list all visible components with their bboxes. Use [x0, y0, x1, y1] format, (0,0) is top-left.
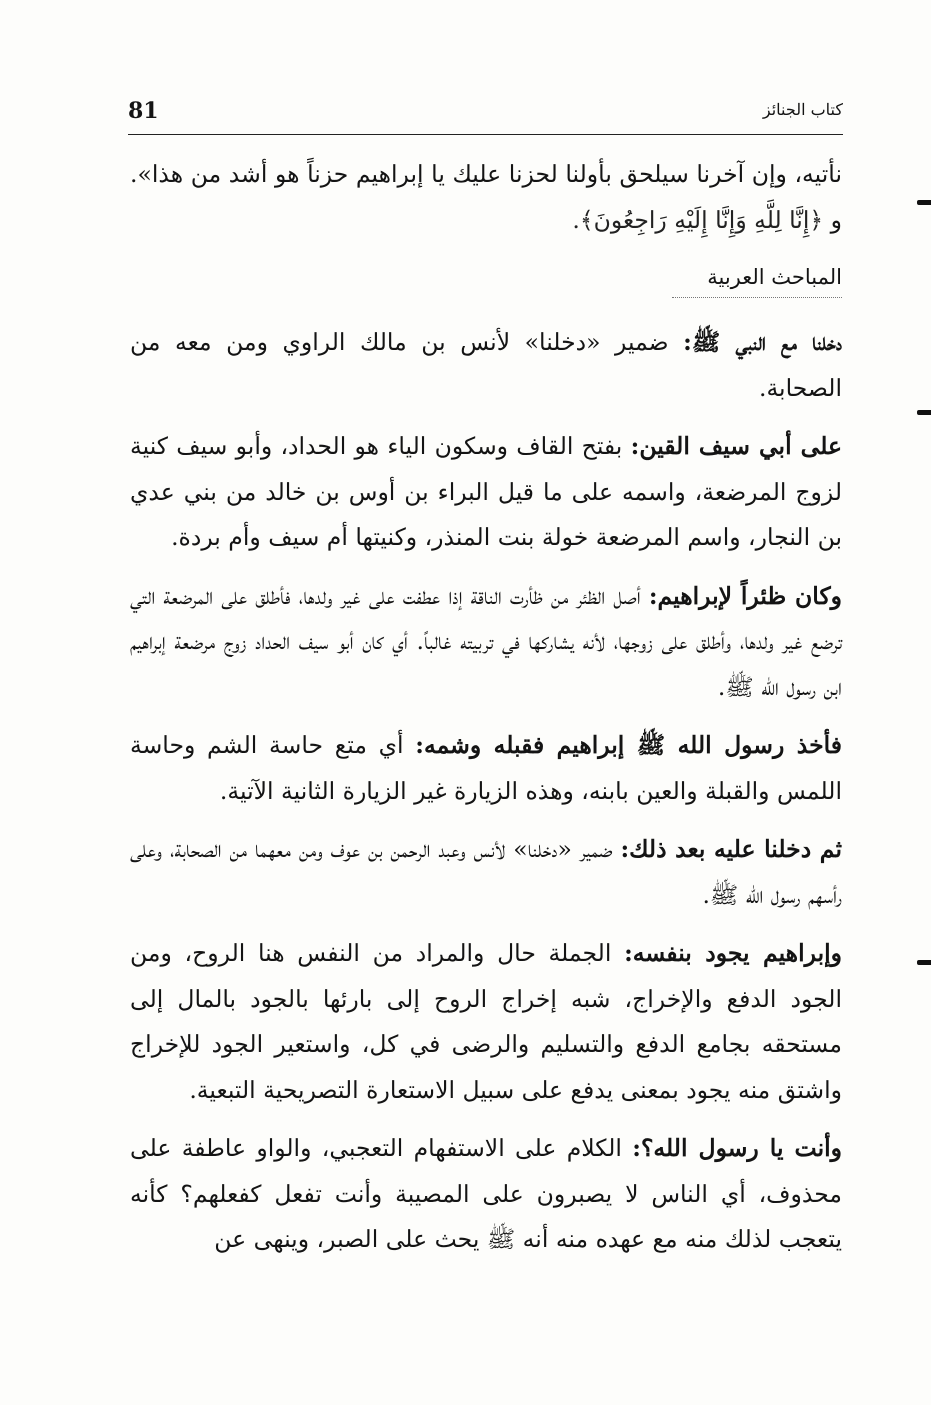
- entry-body: ضمير «دخلنا» لأنس بن مالك الراوي ومن معه من الصحابة.: [130, 328, 842, 402]
- margin-mark: [917, 960, 931, 965]
- entry-body: أي متع حاسة الشم وحاسة اللمس والقبلة والعين بابنه، وهذه الزيارة غير الزيارة الثانية الآتية.: [130, 731, 842, 805]
- entry-body: ضمير «دخلنا» لأنس وعبد الرحمن بن عوف ومن معهما من الصحابة، وعلى رأسهم رسول الله ﷺ.: [130, 835, 842, 909]
- entry-paragraph: [130, 320, 842, 411]
- entry-headword: ثم دخلنا عليه بعد ذلك:: [620, 835, 842, 863]
- entry-paragraph: [130, 723, 842, 814]
- running-title: كتاب الجنائز: [762, 100, 843, 119]
- page-header: [128, 94, 843, 135]
- main-text: [130, 152, 842, 1276]
- entry-headword: وأنت يا رسول الله؟:: [632, 1134, 842, 1162]
- entry-headword: دخلنا مع النبي ﷺ:: [683, 328, 842, 356]
- page-number: 81: [128, 98, 159, 124]
- margin-mark: [917, 410, 931, 415]
- intro-text: نأتيه، وإن آخرنا سيلحق بأولنا لحزنا عليك يا إبراهيم حزناً هو أشد من هذا». و: [130, 160, 842, 234]
- entry-body: الكلام على الاستفهام التعجبي، والواو عاطفة على محذوف، أي الناس لا يصبرون على المصيبة وأنت تفعل كفعلهم؟ كأنه يتعجب لذلك منه مع عهده منه أنه ﷺ يحث على الصبر، وينهى عن: [130, 1134, 842, 1253]
- margin-mark: [917, 200, 931, 205]
- section-title: المباحث العربية: [672, 259, 842, 298]
- entry-headword: فأخذ رسول الله ﷺ إبراهيم فقبله وشمه:: [415, 731, 843, 759]
- entry-paragraph: [130, 931, 842, 1113]
- entry-paragraph: [130, 424, 842, 561]
- entry-headword: وكان ظئراً لإبراهيم:: [648, 581, 842, 610]
- entry-paragraph: [130, 1126, 842, 1263]
- entry-body: الجملة حال والمراد من النفس هنا الروح، ومن الجود الدفع والإخراج، شبه إخراج الروح إلى بارئها بالجود بالمال إلى مستحقه بجامع الدفع والتسليم والرضى في كل، واستعير الجود للإخراج واشتق منه يجود بمعنى يدفع على سبيل الاستعارة التصريحية التبعية.: [130, 939, 842, 1104]
- entry-paragraph: [130, 574, 842, 711]
- intro-paragraph: [130, 152, 842, 243]
- entry-paragraph: [130, 827, 842, 918]
- quran-verse: ﴿إِنَّا لِلَّهِ وَإِنَّا إِلَيْهِ رَاجِعُونَ﴾.: [572, 205, 824, 234]
- entry-body: أصل الظئر من ظأرت الناقة إذا عطفت على غير ولدها، فأطلق على المرضعة التي ترضع غير ولدها، وأطلق على زوجها، لأنه يشاركها في تربيته غالباً. أي كان أبو سيف الحداد زوج مرضعة إبراهيم ابن رسول الله ﷺ.: [130, 581, 842, 701]
- entry-headword: على أبي سيف القين:: [630, 432, 842, 460]
- entry-headword: وإبراهيم يجود بنفسه:: [624, 939, 842, 967]
- entry-body: بفتح القاف وسكون الياء هو الحداد، وأبو سيف كنية لزوج المرضعة، واسمه على ما قيل البراء بن أوس بن خالد من بني عدي بن النجار، واسم المرضعة خولة بنت المنذر، وكنيتها أم سيف وأم بردة.: [130, 432, 842, 551]
